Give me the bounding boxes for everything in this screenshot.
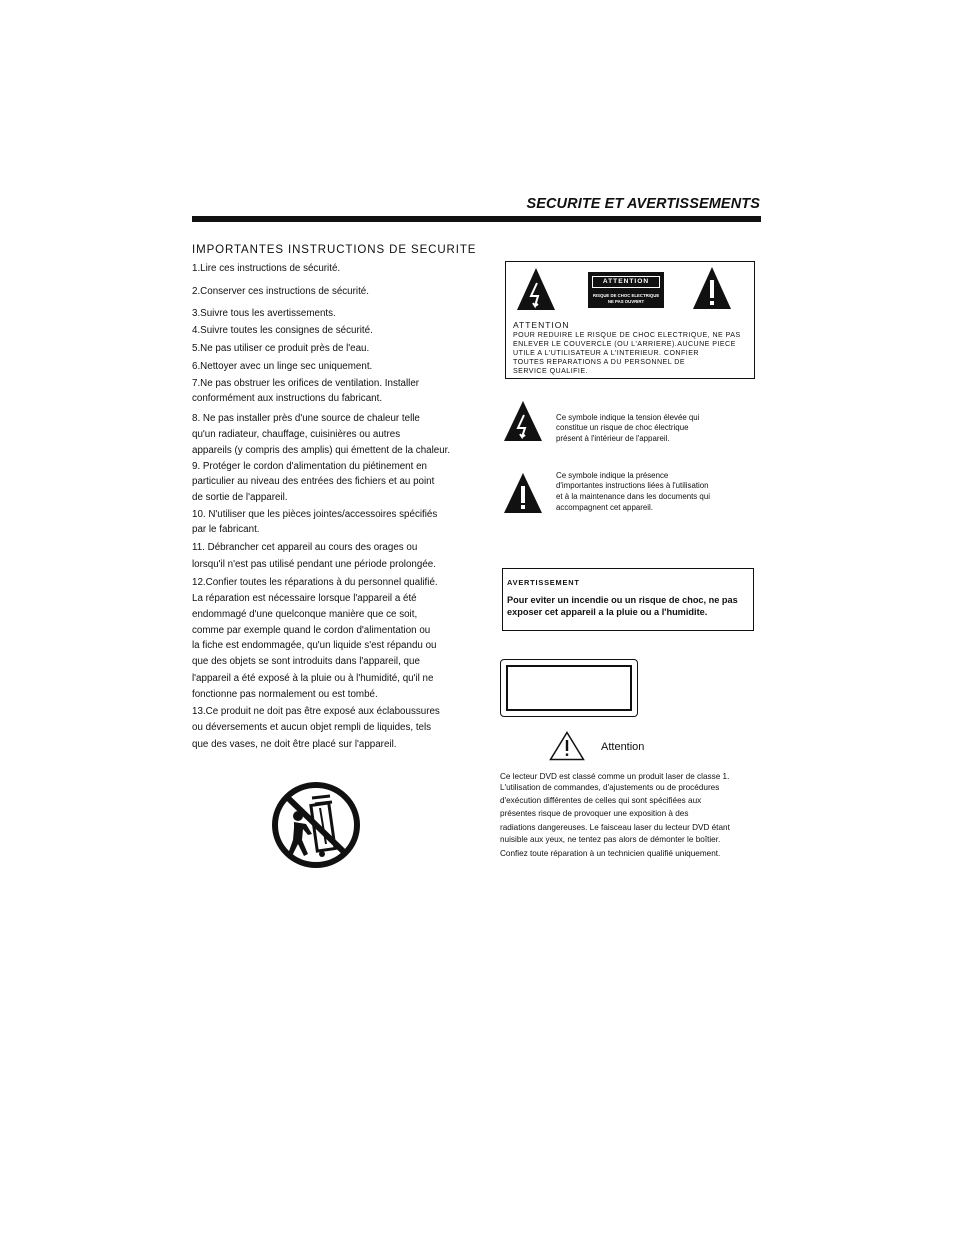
instruction-line: 1.Lire ces instructions de sécurité.	[192, 263, 341, 274]
laser-text-line: Ce lecteur DVD est classé comme un produit laser de classe 1.	[500, 772, 730, 781]
exclamation-symbol-text: et à la maintenance dans les documents qui	[556, 492, 710, 501]
instruction-line: 12.Confier toutes les réparations à du personnel qualifié.	[192, 577, 438, 588]
attention-text-line: SERVICE QUALIFIE.	[513, 367, 588, 375]
warning-title: AVERTISSEMENT	[507, 578, 580, 587]
instruction-line: que des objets se sont introduits dans l'appareil, que	[192, 656, 420, 667]
instruction-line: 8. Ne pas installer près d'une source de chaleur telle	[192, 413, 420, 424]
instruction-line: lorsqu'il n'est pas utilisé pendant une période prolongée.	[192, 559, 436, 570]
attention-caption: Attention	[601, 741, 645, 753]
instruction-line: l'appareil a été exposé à la pluie ou à l'humidité, qu'il ne	[192, 673, 434, 684]
laser-text-line: d'exécution différentes de celles qui sont spécifiées aux	[500, 796, 702, 805]
instruction-line: par le fabricant.	[192, 524, 260, 535]
attention-text-line: UTILE A L'UTILISATEUR A L'INTERIEUR. CONFIER	[513, 349, 699, 357]
warning-text-line: Pour eviter un incendie ou un risque de choc, ne pas	[507, 595, 738, 605]
instruction-line: 13.Ce produit ne doit pas être exposé aux éclaboussures	[192, 706, 440, 717]
laser-text-line: radiations dangereuses. Le faisceau laser du lecteur DVD étant	[500, 823, 730, 832]
header-rule	[192, 216, 761, 222]
instruction-line: la fiche est endommagée, qu'un liquide s'est répandu ou	[192, 640, 437, 651]
instruction-line: ou déversements et aucun objet rempli de liquides, tels	[192, 722, 432, 733]
laser-text-line: nuisible aux yeux, ne tentez pas alors de démonter le boîtier.	[500, 835, 721, 844]
lightning-symbol-text: constitue un risque de choc électrique	[556, 423, 689, 432]
exclamation-symbol-icon	[503, 472, 543, 514]
instruction-line: particulier au niveau des entrées des fichiers et au point	[192, 476, 435, 487]
lightning-symbol-icon	[503, 400, 543, 442]
lightning-symbol-text: présent à l'intérieur de l'appareil.	[556, 434, 670, 443]
instruction-line: La réparation est nécessaire lorsque l'appareil a été	[192, 593, 417, 604]
instruction-line: 4.Suivre toutes les consignes de sécurité.	[192, 325, 373, 336]
attention-heading: ATTENTION	[513, 320, 570, 330]
instruction-line: endommagé d'une quelconque manière que ce soit,	[192, 609, 418, 620]
instruction-line: 5.Ne pas utiliser ce produit près de l'eau.	[192, 343, 370, 354]
attention-label	[588, 272, 664, 308]
laser-text-line: Confiez toute réparation à un technicien qualifié uniquement.	[500, 849, 721, 858]
lightning-warning-icon	[516, 267, 556, 311]
attention-text-line: ENLEVER LE COUVERCLE (OU L'ARRIERE).AUCUNE PIECE	[513, 340, 736, 348]
instruction-line: comme par exemple quand le cordon d'alimentation ou	[192, 625, 431, 636]
lightning-symbol-text: Ce symbole indique la tension élevée qui	[556, 413, 700, 422]
exclamation-warning-icon	[692, 266, 732, 310]
instruction-line: 6.Nettoyer avec un linge sec uniquement.	[192, 361, 373, 372]
exclamation-symbol-text: d'importantes instructions liées à l'utilisation	[556, 481, 709, 490]
exclamation-symbol-text: Ce symbole indique la présence	[556, 471, 669, 480]
laser-text-line: présentes risque de provoquer une exposition à des	[500, 809, 689, 818]
instruction-line: 9. Protéger le cordon d'alimentation du piétinement en	[192, 461, 427, 472]
attention-text-line: POUR REDUIRE LE RISQUE DE CHOC ELECTRIQUE, NE PAS	[513, 331, 741, 339]
instruction-line: appareils (y compris des amplis) qui émettent de la chaleur.	[192, 445, 451, 456]
warning-text-line: exposer cet appareil a la pluie ou a l'humidite.	[507, 607, 708, 617]
cart-tipover-warning-icon	[270, 782, 362, 868]
attention-text-line: TOUTES REPARATIONS A DU PERSONNEL DE	[513, 358, 686, 366]
attention-label-text: ATTENTION	[592, 276, 660, 288]
instruction-line: conformément aux instructions du fabricant.	[192, 393, 383, 404]
instruction-line: de sortie de l'appareil.	[192, 492, 288, 503]
instruction-line: 10. N'utiliser que les pièces jointes/accessoires spécifiés	[192, 509, 438, 520]
instruction-line: 7.Ne pas obstruer les orifices de ventilation. Installer	[192, 378, 420, 389]
instruction-line: qu'un radiateur, chauffage, cuisinières ou autres	[192, 429, 401, 440]
attention-label-sub: RISQUE DE CHOC ELECTRIQUE	[592, 293, 660, 298]
exclamation-symbol-text: accompagnent cet appareil.	[556, 503, 653, 512]
instruction-line: 2.Conserver ces instructions de sécurité.	[192, 286, 369, 297]
instruction-line: que des vases, ne doit être placé sur l'appareil.	[192, 739, 397, 750]
attention-label-sub: NE PAS OUVRIRT	[607, 299, 645, 304]
caution-triangle-icon	[549, 731, 585, 761]
instruction-line: 11. Débrancher cet appareil au cours des orages ou	[192, 542, 418, 553]
laser-text-line: L'utilisation de commandes, d'ajustements ou de procédures	[500, 783, 720, 792]
instructions-title: IMPORTANTES INSTRUCTIONS DE SECURITE	[192, 244, 477, 256]
page-title: SECURITE ET AVERTISSEMENTS	[526, 196, 760, 212]
instruction-line: fonctionne pas normalement ou est tombé.	[192, 689, 378, 700]
laser-label-inner	[506, 665, 632, 711]
instruction-line: 3.Suivre tous les avertissements.	[192, 308, 336, 319]
